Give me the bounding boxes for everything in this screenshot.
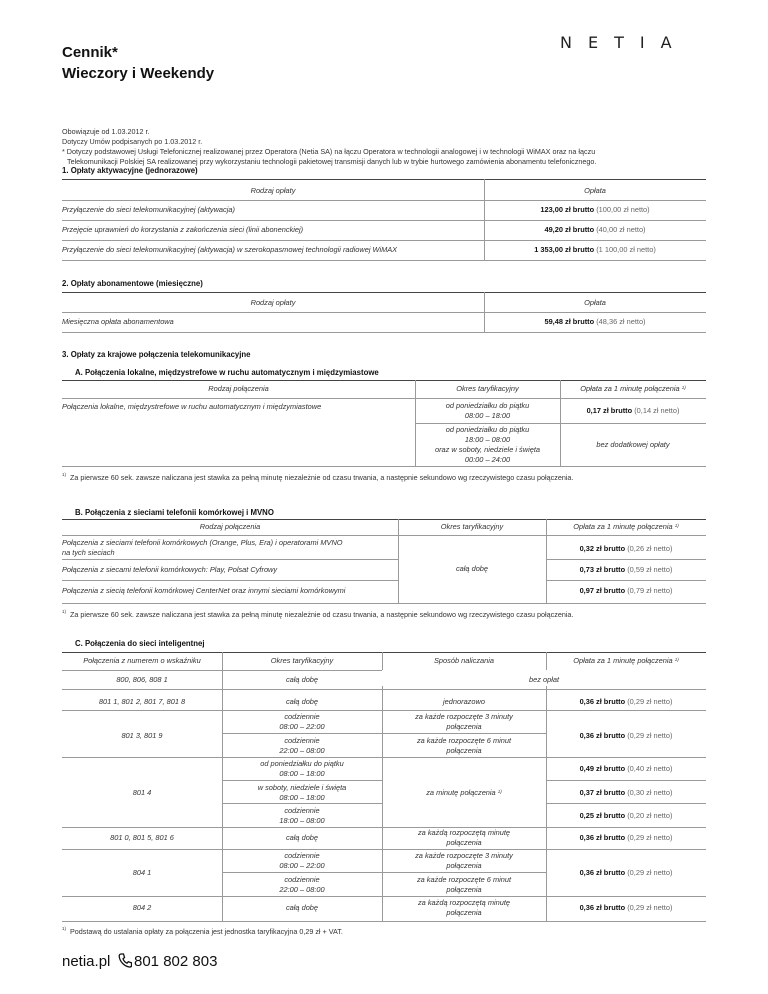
intro-text (62, 127, 722, 167)
column-header (560, 384, 706, 394)
section-1-heading (62, 166, 198, 175)
divider (415, 423, 706, 424)
net-price: (0,29 zł netto) (627, 697, 673, 706)
column-header: Opłata (584, 186, 606, 195)
period-line: codziennie (284, 806, 320, 815)
column-header: Rodzaj opłaty (250, 298, 296, 307)
section-1-number: 1. (62, 166, 69, 175)
billing-method (382, 788, 546, 798)
net-price: (48,36 zł netto) (596, 317, 646, 326)
period-line: 22:00 – 08:00 (279, 746, 325, 755)
net-price: (0,29 zł netto) (627, 868, 673, 877)
divider (222, 780, 382, 781)
divider (62, 240, 706, 241)
divider (62, 535, 706, 536)
number-prefix: 801 4 (132, 788, 152, 797)
col-label: Opłata za 1 minutę połączenia (573, 522, 673, 531)
connection-type: Połączenia lokalne, międzystrefowe w ruchu automatycznym i międzymiastowe (62, 402, 322, 411)
divider (546, 803, 706, 804)
title-line-1: Cennik* (62, 44, 118, 61)
period-line: codziennie (284, 736, 320, 745)
gross-price: 0,36 zł brutto (579, 833, 626, 842)
billing-method (382, 712, 546, 732)
divider (62, 332, 706, 333)
fee-value (546, 833, 706, 843)
period: całą dobę (285, 697, 319, 706)
divider (62, 757, 706, 758)
divider (62, 689, 706, 690)
footnote-mark: 1) (674, 523, 679, 528)
footnote-mark: 1) (674, 657, 679, 662)
period-line: od poniedziałku do piątku (260, 759, 344, 768)
period (415, 425, 560, 465)
section-3-number: 3. (62, 350, 69, 359)
net-price: (40,00 zł netto) (596, 225, 646, 234)
divider (62, 580, 398, 581)
footnote-mark: 1) (62, 926, 67, 931)
website-link[interactable]: netia.pl (62, 953, 111, 970)
section-3-heading (62, 350, 251, 359)
period (222, 806, 382, 826)
fee-name: Miesięczna opłata abonamentowa (62, 317, 174, 326)
col-label: Opłata za 1 minutę połączenia (580, 384, 680, 393)
gross-price: 0,36 zł brutto (579, 868, 626, 877)
gross-price: 0,36 zł brutto (579, 731, 626, 740)
footnote-mark: 1) (497, 789, 502, 794)
divider (62, 312, 706, 313)
footnote (62, 473, 573, 482)
net-price: (0,30 zł netto) (627, 788, 673, 797)
gross-price: 0,25 zł brutto (579, 811, 626, 820)
period-line: od poniedziałku do piątku (445, 425, 530, 434)
period: całą dobę (455, 564, 489, 573)
net-price: (0,40 zł netto) (627, 764, 673, 773)
fee-value (484, 245, 706, 255)
footnote (62, 927, 343, 936)
connection-line: na tych sieciach (62, 548, 115, 557)
fee-value (546, 697, 706, 707)
period-line: 08:00 – 18:00 (279, 793, 325, 802)
period (222, 736, 382, 756)
divider (62, 849, 706, 850)
number-prefix: 801 0, 801 5, 801 6 (110, 833, 174, 842)
footnote-text: Podstawą do ustalania opłaty za połączenia jest jednostka taryfikacyjna 0,29 zł + VAT. (70, 927, 343, 936)
period-line: 08:00 – 18:00 (464, 411, 511, 420)
period-line: codziennie (284, 851, 320, 860)
divider (62, 652, 706, 653)
number-prefix: 804 1 (132, 868, 152, 877)
section-3-title: Opłaty za krajowe połączenia telekomunikacyjne (70, 350, 251, 359)
billing-line: połączenia (446, 908, 482, 917)
billing-line: za każde rozpoczęte 3 minuty (415, 851, 513, 860)
divider (546, 580, 706, 581)
net-price: (0,26 zł netto) (627, 544, 673, 553)
gross-price: 0,37 zł brutto (579, 788, 626, 797)
period: całą dobę (285, 833, 319, 842)
billing-method (382, 828, 546, 848)
billing-line: za każdą rozpoczętą minutę (417, 828, 511, 837)
gross-price: 0,17 zł brutto (586, 406, 633, 415)
divider (62, 179, 706, 180)
connection-type (62, 538, 343, 558)
billing-method (382, 851, 546, 871)
page-title (62, 42, 214, 84)
period-line: codziennie (284, 712, 320, 721)
divider (62, 921, 706, 922)
fee-name: Przejęcie uprawnień do korzystania z zakończenia sieci (linii abonenckiej) (62, 225, 304, 234)
fee-free: bez dodatkowej opłaty (596, 440, 670, 449)
title-line-2: Wieczory i Weekendy (62, 65, 215, 82)
divider (62, 559, 398, 560)
period (222, 712, 382, 732)
billing-line: za każdą rozpoczętą minutę (417, 898, 511, 907)
period-line: 08:00 – 22:00 (279, 861, 325, 870)
phone-contact[interactable] (118, 953, 217, 970)
billing-line: połączenia (446, 861, 482, 870)
fee-value (484, 225, 706, 235)
gross-price: 49,20 zł brutto (544, 225, 595, 234)
billing-line: połączenia (446, 838, 482, 847)
gross-price: 59,48 zł brutto (544, 317, 595, 326)
column-header: Okres taryfikacyjny (456, 384, 519, 393)
gross-price: 0,73 zł brutto (579, 565, 626, 574)
column-header: Połączenia z numerem o wskaźniku (83, 656, 201, 665)
section-2-number: 2. (62, 279, 69, 288)
net-price: (0,29 zł netto) (627, 731, 673, 740)
divider (222, 872, 546, 873)
period (222, 759, 382, 779)
connection-type: Połączenia z siecami telefonii komórkowych: Play, Polsat Cyfrowy (62, 565, 278, 574)
footnote-mark: 1) (62, 472, 67, 477)
footnote-text: Za pierwsze 60 sek. zawsze naliczana jest stawka za pełną minutę niezależnie od czasu trwania, a następnie sekundowo wg rzeczywistego czasu połączenia. (70, 473, 574, 482)
period: całą dobę (285, 675, 319, 684)
phone-icon (118, 953, 132, 968)
period (222, 875, 382, 895)
divider (62, 200, 706, 201)
fee-free: bez opłat (529, 675, 559, 684)
column-header: Opłata (584, 298, 606, 307)
net-price: (0,79 zł netto) (627, 586, 673, 595)
fee-name: Przyłączenie do sieci telekomunikacyjnej (aktywacja) w szerokopasmowej technologii radiowej WiMAX (62, 245, 398, 254)
fee-value (484, 205, 706, 215)
billing-line: za każde rozpoczęte 6 minut (416, 875, 512, 884)
period-line: 08:00 – 22:00 (279, 722, 325, 731)
divider (62, 603, 706, 604)
divider (62, 710, 706, 711)
fee-name: Przyłączenie do sieci telekomunikacyjnej (aktywacja) (62, 205, 235, 214)
billing-line: za każde rozpoczęte 6 minut (416, 736, 512, 745)
net-price: (0,29 zł netto) (627, 903, 673, 912)
fee-value (546, 764, 706, 774)
footnote-text: Za pierwsze 60 sek. zawsze naliczana jest stawka za pełną minutę niezależnie od czasu trwania, a następnie sekundowo wg rzeczywistego czasu połączenia. (70, 610, 574, 619)
billing-method (382, 875, 546, 895)
period-line: 22:00 – 08:00 (279, 885, 325, 894)
period-line: 18:00 – 08:00 (464, 435, 511, 444)
period-line: 00:00 – 24:00 (464, 455, 511, 464)
divider (222, 733, 546, 734)
fee-value (546, 544, 706, 554)
divider (62, 896, 706, 897)
period-line: codziennie (284, 875, 320, 884)
net-price: (0,59 zł netto) (627, 565, 673, 574)
number-prefix: 801 3, 801 9 (121, 731, 163, 740)
net-price: (0,29 zł netto) (627, 833, 673, 842)
column-header: Okres taryfikacyjny (440, 522, 504, 531)
number-prefix: 801 1, 801 2, 801 7, 801 8 (98, 697, 186, 706)
billing-line: połączenia (446, 885, 482, 894)
footnote-mark: 1) (681, 385, 686, 390)
divider (546, 559, 706, 560)
divider (62, 260, 706, 261)
column-header: Okres taryfikacyjny (270, 656, 334, 665)
net-price: (100,00 zł netto) (596, 205, 650, 214)
fee-value (546, 788, 706, 798)
divider (62, 466, 706, 467)
gross-price: 0,36 zł brutto (579, 697, 626, 706)
subsection-c-heading: C. Połączenia do sieci inteligentnej (75, 639, 205, 648)
period (222, 851, 382, 871)
billing-method: jednorazowo (443, 697, 485, 706)
divider (62, 220, 706, 221)
period-line: w soboty, niedziele i święta (257, 783, 347, 792)
fee-value (546, 731, 706, 741)
period (415, 401, 560, 421)
divider (546, 780, 706, 781)
divider (222, 803, 382, 804)
gross-price: 0,36 zł brutto (579, 903, 626, 912)
gross-price: 1 353,00 zł brutto (534, 245, 595, 254)
connection-line: Połączenia z sieciami telefonii komórkowych (Orange, Plus, Era) i operatorami MVNO (62, 538, 343, 547)
billing-line: za minutę połączenia (426, 788, 496, 797)
footnote (62, 610, 573, 619)
net-price: (1 100,00 zł netto) (596, 245, 656, 254)
column-header (546, 656, 706, 666)
section-2-title: Opłaty abonamentowe (miesięczne) (70, 279, 203, 288)
column-header (546, 522, 706, 532)
divider (62, 398, 706, 399)
fee-value (546, 903, 706, 913)
period-line: od poniedziałku do piątku (445, 401, 530, 410)
column-header: Sposób naliczania (434, 656, 494, 665)
col-label: Opłata za 1 minutę połączenia (573, 656, 673, 665)
section-1-title: Opłaty aktywacyjne (jednorazowe) (70, 166, 198, 175)
gross-price: 123,00 zł brutto (540, 205, 595, 214)
divider (62, 519, 706, 520)
gross-price: 0,97 zł brutto (579, 586, 626, 595)
footnote-mark: 1) (62, 609, 67, 614)
column-header: Rodzaj opłaty (250, 186, 296, 195)
connection-type: Połączenia z siecią telefonii komórkowej CenterNet oraz innymi sieciami komórkowymi (62, 586, 346, 595)
billing-line: połączenia (446, 746, 482, 755)
fee-value (546, 586, 706, 596)
period-line: 18:00 – 08:00 (279, 816, 325, 825)
column-header: Rodzaj połączenia (208, 384, 269, 393)
section-2-heading (62, 279, 203, 288)
fee-value (546, 811, 706, 821)
applies-to: Dotyczy Umów podpisanych po 1.03.2012 r. (62, 137, 203, 146)
divider (62, 292, 706, 293)
net-price: (0,14 zł netto) (634, 406, 680, 415)
net-price: (0,20 zł netto) (627, 811, 673, 820)
fee-value (546, 868, 706, 878)
netia-logo: NETIA (560, 33, 688, 52)
subsection-b-heading: B. Połączenia z sieciami telefonii komórkowej i MVNO (75, 508, 274, 517)
number-prefix: 800, 806, 808 1 (116, 675, 168, 684)
subsection-a-heading: A. Połączenia lokalne, międzystrefowe w ruchu automatycznym i międzymiastowe (75, 368, 379, 377)
billing-method (382, 736, 546, 756)
column-header: Rodzaj połączenia (199, 522, 261, 531)
fee-value (546, 565, 706, 575)
period-line: 08:00 – 18:00 (279, 769, 325, 778)
period: całą dobę (285, 903, 319, 912)
gross-price: 0,49 zł brutto (579, 764, 626, 773)
divider (546, 652, 547, 922)
fee-value (560, 406, 706, 416)
gross-price: 0,32 zł brutto (579, 544, 626, 553)
billing-line: za każde rozpoczęte 3 minuty (415, 712, 513, 721)
period-line: oraz w soboty, niedziele i święta (434, 445, 541, 454)
footnote-star-cont: Telekomunikacji Polskiej SA realizowanej przy wykorzystaniu technologii pakietowej transmisji danych lub w trybie hurtowego zamówienia abonamentu telefonicznego. (67, 157, 597, 166)
footnote-star: * Dotyczy podstawowej Usługi Telefonicznej realizowanej przez Operatora (Netia SA) na łączu Operatora w technologii analogowej i w technologii WiMAX oraz na łączu (62, 147, 596, 156)
number-prefix: 804 2 (132, 903, 152, 912)
valid-from: Obowiązuje od 1.03.2012 r. (62, 127, 150, 136)
divider (62, 380, 706, 381)
phone-number: 801 802 803 (134, 953, 218, 970)
billing-line: połączenia (446, 722, 482, 731)
billing-method (382, 898, 546, 918)
period (222, 783, 382, 803)
fee-value (484, 317, 706, 327)
